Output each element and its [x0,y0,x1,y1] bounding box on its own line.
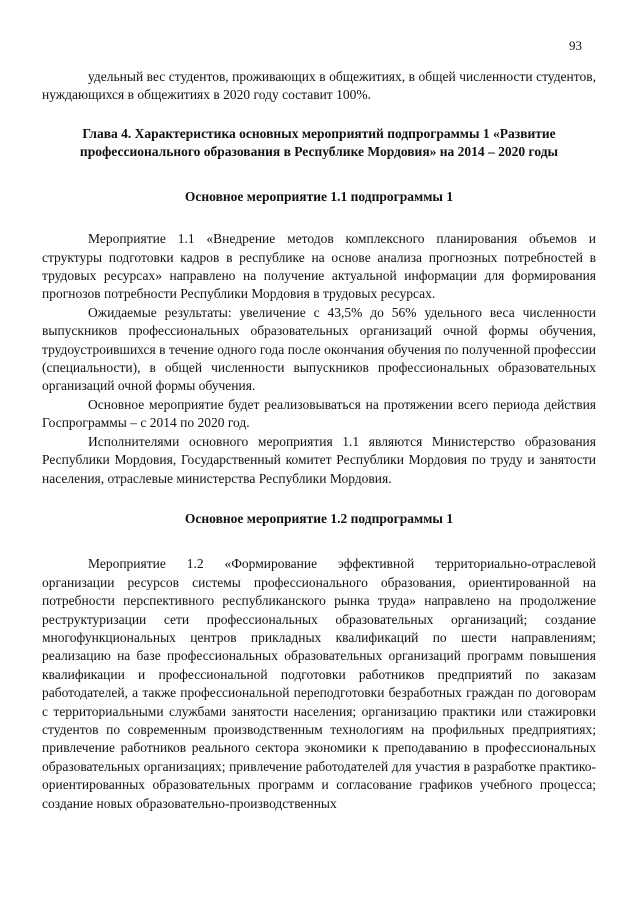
chapter-title: Глава 4. Характеристика основных мероприятий подпрограммы 1 «Развитие профессионального образования в Республике Мордовия» на 2014 – 2020 годы [79,125,559,160]
section-1-paragraph: Основное мероприятие будет реализовываться на протяжении всего периода действия Госпрограммы – с 2014 по 2020 год. [42,396,596,431]
section-2-heading: Основное мероприятие 1.2 подпрограммы 1 [184,510,454,526]
page-content [42,68,596,813]
page-number: 93 [569,38,582,53]
section-1-paragraph: Исполнителями основного мероприятия 1.1 являются Министерство образования Республики Мордовия, Государственный комитет Республики Мордовия по труду и занятости населения, отраслевые министерства Республики Мордовия. [42,433,596,486]
section-1-paragraph: Мероприятие 1.1 «Внедрение методов комплексного планирования объемов и структуры подготовки кадров в республике на основе анализа прогнозных потребностей в трудовых ресурсах» направлено на получение актуальной информации для формирования прогнозов потребности Республики Мордовия в трудовых ресурсах. [42,231,596,302]
intro-paragraph: удельный вес студентов, проживающих в общежитиях, в общей численности студентов, нуждающихся в общежитиях в 2020 году составит 100%. [42,69,596,103]
section-1-paragraph: Ожидаемые результаты: увеличение с 43,5% до 56% удельного веса численности выпускников профессиональных образовательных организаций очной формы обучения, трудоустроившихся в течение одного года после окончания обучения по полученной профессии (специальности), в общей численности выпускников профессиональных образовательных организаций очной формы обучения. [42,304,596,394]
section-2-paragraph: Мероприятие 1.2 «Формирование эффективной территориально-отраслевой организации ресурсов системы профессионального образования, ориентированной на потребности перспективного республиканского рынка труда» направлено на продолжение реструктуризации сети профессиональных образовательных организаций; создание многофункциональных центров прикладных квалификаций по шести направлениям; реализацию на базе профессиональных образовательных организаций программ повышения квалификации и профессиональной подготовки работников предприятий по заказам работодателей, а также профессиональной переподготовки безработных граждан по договорам с территориальными службами занятости населения; организацию практики или стажировки студентов по современным производственным технологиям на профильных предприятиях; привлечение работников реального сектора экономики к преподаванию в профессиональных образовательных организациях; привлечение работодателей для участия в разработке практико-ориентированных образовательных программ и согласование графиков учебного процесса; создание новых образовательно-производственных [42,556,596,811]
section-1-heading: Основное мероприятие 1.1 подпрограммы 1 [184,188,454,204]
